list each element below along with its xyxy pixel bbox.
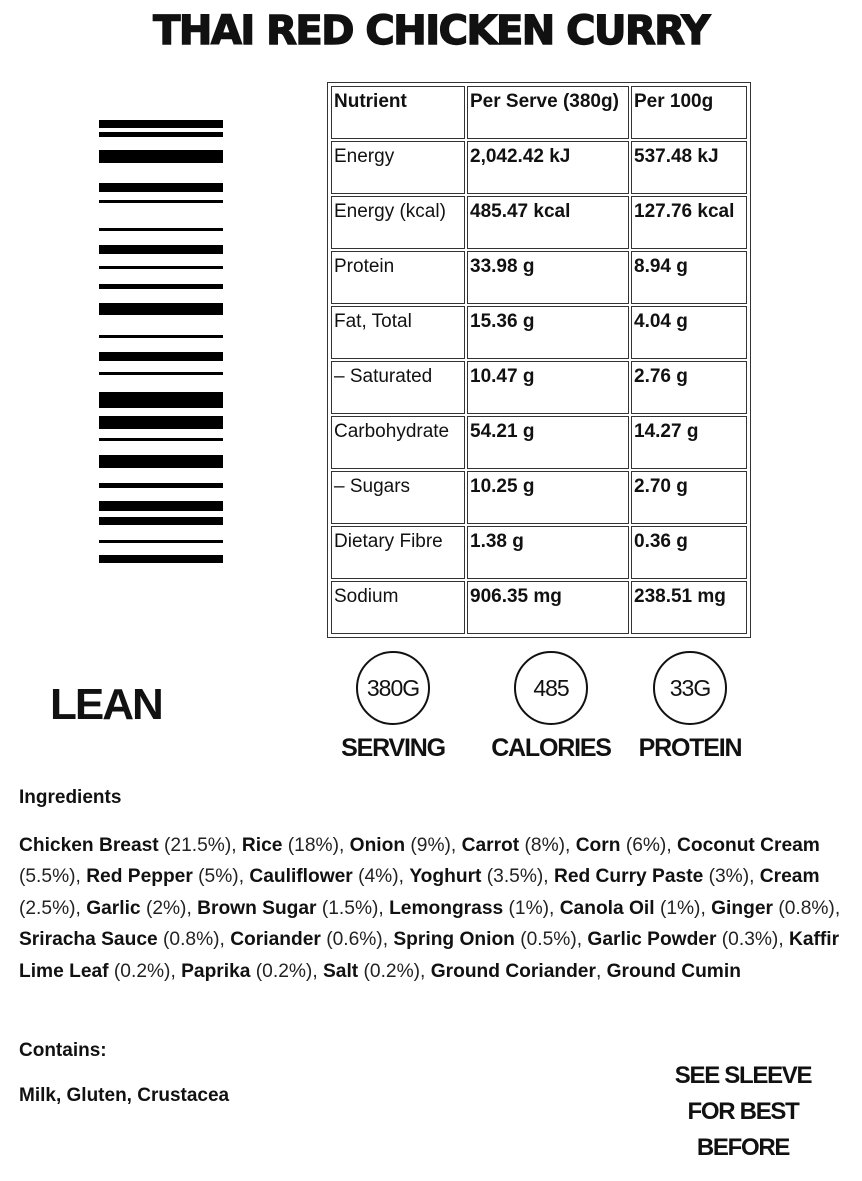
ingredient-percent: (3.5%) (486, 866, 544, 888)
ingredient-name: Onion (349, 835, 406, 856)
nutrition-cell: Sodium (331, 581, 465, 634)
ingredient-name: Red Pepper (86, 866, 193, 888)
barcode-bar (99, 150, 223, 163)
nutrition-row (331, 471, 747, 524)
ingredient-name: Corn (575, 835, 621, 856)
nutrition-cell: 238.51 mg (631, 581, 747, 634)
nutrition-cell: 127.76 kcal (631, 196, 747, 249)
barcode-bar (99, 392, 223, 408)
ingredient-name: Sriracha Sauce (19, 929, 158, 951)
ingredient-percent: (0.2%) (113, 960, 171, 982)
ingredient-name: Chicken Breast (19, 835, 159, 856)
nutrition-row (331, 416, 747, 469)
nutrition-cell: 10.47 g (467, 361, 629, 414)
nutrition-cell: Fat, Total (331, 306, 465, 359)
stat-circle: 485 (514, 651, 588, 725)
barcode-bar (99, 228, 223, 231)
ingredient-percent: (5%) (198, 866, 239, 888)
barcode-bar (99, 501, 223, 511)
barcode-bar (99, 455, 223, 468)
barcode-bar (99, 132, 223, 137)
barcode-bar (99, 120, 223, 128)
stat-label: CALORIES (491, 734, 611, 762)
nutrition-row (331, 581, 747, 634)
ingredient-name: Ginger (711, 897, 773, 919)
ingredient-percent: (0.3%) (721, 929, 779, 951)
stat-circle: 33G (653, 651, 727, 725)
ingredient-name: Brown Sugar (197, 897, 317, 919)
nutrition-cell: 15.36 g (467, 306, 629, 359)
ingredients-list: Chicken Breast (21.5%), Rice (18%), Onion (9%), Carrot (8%), Corn (6%), Coconut Cream (5.5%), Red Pepper (5%), Cauliflower (4%), Yoghurt (3.5%), Red Curry Paste (3%), Cream (2.5%), Garlic (2%), Brown Sugar (1.5%), Lemongrass (1%), Canola Oil (1%), Ginger (0.8%), Sriracha Sauce (0.8%), Coriander (0.6%), Spring Onion (0.5%), Garlic Powder (0.3%), Kaffir Lime Leaf (0.2%), Paprika (0.2%), Salt (0.2%), Ground Coriander, Ground Cumin (19, 835, 841, 982)
stat-calories (486, 651, 616, 763)
ingredient-percent: (0.8%) (163, 929, 220, 951)
barcode-bar (99, 200, 223, 203)
ingredient-percent: (21.5%) (164, 835, 232, 856)
ingredients-heading: Ingredients (19, 787, 122, 808)
ingredient-percent: (0.2%) (363, 960, 421, 982)
nutrition-panel (327, 82, 751, 638)
nutrition-header-row (331, 86, 747, 139)
ingredient-name: Paprika (181, 960, 251, 982)
nutrition-cell: Carbohydrate (331, 416, 465, 469)
nutrition-table (329, 84, 749, 636)
ingredient-name: Red Curry Paste (553, 866, 704, 888)
ingredient-percent: (0.6%) (326, 929, 383, 951)
ingredient-name: Ground Coriander (430, 960, 596, 982)
nutrition-cell: 1.38 g (467, 526, 629, 579)
barcode-bar (99, 555, 223, 563)
barcode (99, 120, 223, 566)
nutrition-cell: 485.47 kcal (467, 196, 629, 249)
best-before-line: FOR BEST (687, 1098, 799, 1125)
ingredient-percent: (9%) (410, 835, 451, 856)
nutrition-cell: 10.25 g (467, 471, 629, 524)
nutrition-cell: Dietary Fibre (331, 526, 465, 579)
ingredient-percent: (5.5%) (19, 866, 76, 888)
nutrition-cell: Energy (331, 141, 465, 194)
ingredient-name: Spring Onion (393, 929, 515, 951)
ingredient-percent: (18%) (287, 835, 339, 856)
nutrition-row (331, 196, 747, 249)
nutrition-row (331, 141, 747, 194)
barcode-bar (99, 483, 223, 488)
barcode-bar (99, 284, 223, 289)
ingredient-name: Kaffir Lime Leaf (19, 929, 840, 982)
stat-circle: 380G (356, 651, 430, 725)
ingredient-name: Garlic Powder (587, 929, 717, 951)
nutrition-cell: Energy (kcal) (331, 196, 465, 249)
barcode-bar (99, 372, 223, 375)
barcode-bar (99, 183, 223, 192)
best-before-line: BEFORE (696, 1134, 790, 1161)
ingredient-percent: (0.2%) (255, 960, 313, 982)
nutrition-cell: 2,042.42 kJ (467, 141, 629, 194)
nutrition-cell: 906.35 mg (467, 581, 629, 634)
stat-label: PROTEIN (638, 734, 742, 762)
nutrition-row (331, 251, 747, 304)
nutrition-cell: 2.76 g (631, 361, 747, 414)
ingredient-name: Coriander (230, 929, 321, 951)
ingredient-name: Coconut Cream (677, 835, 820, 856)
ingredient-name: Salt (322, 960, 359, 982)
nutrition-row (331, 361, 747, 414)
barcode-bar (99, 266, 223, 269)
nutrition-cell: Protein (331, 251, 465, 304)
nutrition-cell: 54.21 g (467, 416, 629, 469)
nutrition-row (331, 526, 747, 579)
nutrition-row (331, 306, 747, 359)
ingredient-percent: (3%) (708, 866, 750, 888)
nutrition-cell: 2.70 g (631, 471, 747, 524)
ingredient-name: Rice (241, 835, 283, 856)
best-before-line: SEE SLEEVE (674, 1062, 812, 1089)
stat-protein (625, 651, 755, 763)
nutrition-cell: – Sugars (331, 471, 465, 524)
product-title: THAI RED CHICKEN CURRY (153, 8, 709, 54)
nutrition-cell: 33.98 g (467, 251, 629, 304)
ingredient-name: Lemongrass (389, 897, 504, 919)
nutrition-header-cell: Nutrient (331, 86, 465, 139)
stat-serving (328, 651, 458, 763)
nutrition-header-cell: Per 100g (631, 86, 747, 139)
nutrition-cell: 8.94 g (631, 251, 747, 304)
nutrition-header-cell: Per Serve (380g) (467, 86, 629, 139)
best-before-note (660, 1058, 826, 1166)
ingredient-percent: (4%) (358, 866, 399, 888)
ingredient-percent: (1.5%) (321, 897, 379, 919)
ingredient-percent: (2.5%) (19, 897, 76, 919)
barcode-bar (99, 245, 223, 254)
ingredient-percent: (1%) (659, 897, 701, 919)
nutrition-cell: 4.04 g (631, 306, 747, 359)
ingredient-name: Cream (759, 866, 820, 888)
ingredient-name: Yoghurt (409, 866, 482, 888)
stat-label: SERVING (341, 734, 445, 762)
ingredient-percent: (0.5%) (520, 929, 577, 951)
barcode-bar (99, 335, 223, 338)
nutrition-cell: 0.36 g (631, 526, 747, 579)
ingredient-name: Cauliflower (249, 866, 353, 888)
nutrition-cell: – Saturated (331, 361, 465, 414)
ingredient-name: Ground Cumin (606, 960, 741, 982)
barcode-bar (99, 540, 223, 543)
contains-heading: Contains: (19, 1040, 107, 1061)
ingredient-name: Canola Oil (559, 897, 655, 919)
ingredient-percent: (2%) (145, 897, 187, 919)
ingredient-name: Garlic (86, 897, 141, 919)
nutrition-cell: 537.48 kJ (631, 141, 747, 194)
nutrition-cell: 14.27 g (631, 416, 747, 469)
barcode-bar (99, 352, 223, 361)
ingredient-percent: (6%) (625, 835, 667, 856)
ingredient-percent: (0.8%) (778, 897, 835, 919)
ingredient-percent: (1%) (508, 897, 550, 919)
barcode-bar (99, 517, 223, 525)
ingredient-name: Carrot (461, 835, 520, 856)
barcode-bar (99, 419, 223, 429)
ingredient-percent: (8%) (524, 835, 566, 856)
barcode-bar (99, 438, 223, 441)
diet-badge: LEAN (50, 680, 162, 729)
allergen-list: Milk, Gluten, Crustacea (19, 1085, 230, 1106)
barcode-bar (99, 303, 223, 315)
